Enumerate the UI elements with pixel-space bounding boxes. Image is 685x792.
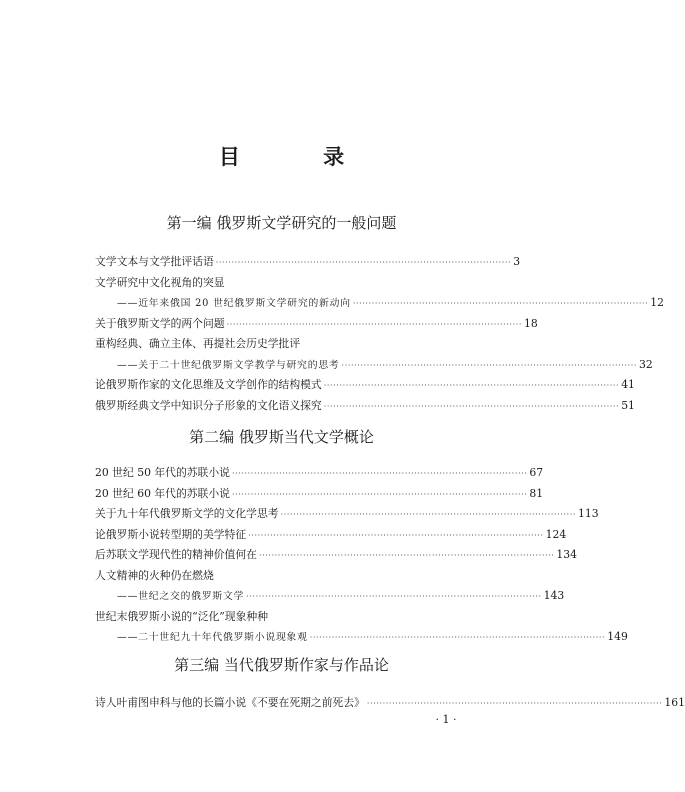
toc-entry-page: 12 [650, 296, 665, 309]
toc-entry-title: ——关于二十世纪俄罗斯文学教学与研究的思考 [117, 359, 340, 371]
toc-entry-page: 113 [578, 507, 599, 520]
leader-dots: ······························································································ [323, 401, 620, 411]
toc-entry-page: 51 [621, 398, 635, 412]
toc-entry[interactable] [95, 566, 469, 587]
toc-entry-page: 81 [529, 486, 544, 500]
toc-entry-title: 20 世纪 60 年代的苏联小说 [95, 486, 230, 500]
toc-entry[interactable] [95, 396, 635, 417]
toc-entry[interactable] [95, 545, 578, 566]
toc-entry-title: 关于俄罗斯文学的两个问题 [95, 316, 225, 330]
toc-list-section-1 [95, 252, 665, 416]
leader-dots: ······························································································ [352, 299, 649, 308]
toc-entry-subtitle[interactable] [95, 586, 565, 607]
leader-dots: ······························································································ [231, 489, 528, 499]
toc-entry[interactable] [95, 463, 544, 484]
leader-dots: ······························································································ [309, 633, 606, 642]
toc-entry-title: 关于九十年代俄罗斯文学的文化学思考 [95, 507, 279, 520]
toc-entry-subtitle[interactable] [95, 627, 628, 648]
toc-entry-page: 67 [529, 466, 544, 479]
toc-entry-subtitle[interactable] [95, 355, 653, 376]
leader-dots: ······························································································ [341, 360, 637, 370]
toc-entry[interactable] [95, 484, 544, 505]
toc-entry-title: 论俄罗斯小说转型期的美学特征 [95, 527, 247, 541]
section-heading-1: 第一编 俄罗斯文学研究的一般问题 [166, 214, 397, 232]
toc-entry[interactable] [95, 504, 599, 525]
toc-entry-page: 32 [639, 357, 653, 371]
section-heading-3: 第三编 当代俄罗斯作家与作品论 [174, 656, 389, 674]
toc-entry-title: 论俄罗斯作家的文化思维及文学创作的结构模式 [95, 378, 322, 391]
toc-entry-title: ——近年来俄国 20 世纪俄罗斯文学研究的新动向 [117, 298, 351, 309]
toc-entry-page: 134 [556, 548, 578, 561]
toc-entry-title: 20 世纪 50 年代的苏联小说 [95, 466, 230, 479]
toc-entry-page: 143 [543, 589, 565, 602]
toc-entry[interactable] [95, 375, 635, 396]
toc-entry-title: 文学文本与文学批评话语 [95, 255, 214, 268]
toc-entry-title: 文学研究中文化视角的突显 [95, 275, 225, 289]
leader-dots: ······························································································ [246, 592, 542, 601]
page-folio: · 1 · [435, 713, 457, 726]
leader-dots: ······························································································ [231, 469, 528, 478]
toc-entry-title: 世纪末俄罗斯小说的“泛化”现象种种 [95, 609, 268, 623]
toc-entry-page: 124 [545, 527, 567, 541]
toc-entry[interactable] [95, 314, 538, 335]
toc-entry-page: 3 [513, 255, 521, 268]
toc-entry[interactable] [95, 252, 521, 273]
toc-list-section-3 [95, 693, 685, 714]
toc-entry-title: 俄罗斯经典文学中知识分子形象的文化语义探究 [95, 398, 322, 412]
toc-entry[interactable] [95, 525, 567, 546]
toc-entry-title: 人文精神的火种仍在燃烧 [95, 568, 214, 582]
toc-entry-title: ——世纪之交的俄罗斯文学 [117, 591, 245, 602]
toc-entry[interactable] [95, 693, 685, 714]
section-heading-2: 第二编 俄罗斯当代文学概论 [189, 428, 374, 446]
toc-entry-page: 149 [607, 630, 628, 643]
leader-dots: ······························································································ [258, 551, 555, 560]
toc-entry-title: 诗人叶甫图申科与他的长篇小说《不要在死期之前死去》 [95, 696, 365, 709]
toc-entry-page: 18 [524, 316, 538, 330]
toc-entry-title: 重构经典、确立主体、再提社会历史学批评 [95, 337, 301, 350]
toc-entry[interactable] [95, 607, 469, 628]
toc-entry-page: 41 [621, 378, 635, 391]
leader-dots: ······························································································ [366, 699, 663, 708]
leader-dots: ······························································································ [226, 319, 523, 329]
leader-dots: ······························································································ [215, 258, 512, 267]
toc-entry-title: 后苏联文学现代性的精神价值何在 [95, 548, 257, 561]
toc-entry-page: 161 [664, 696, 685, 709]
page-title: 目 录 [218, 144, 383, 169]
toc-entry-title: ——二十世纪九十年代俄罗斯小说现象观 [117, 632, 308, 643]
toc-entry[interactable] [95, 273, 469, 294]
toc-entry[interactable] [95, 334, 469, 355]
leader-dots: ······························································································ [280, 510, 576, 519]
leader-dots: ······························································································ [323, 381, 620, 390]
leader-dots: ······························································································ [248, 530, 544, 540]
toc-entry-subtitle[interactable] [95, 293, 665, 314]
toc-list-section-2 [95, 463, 628, 648]
